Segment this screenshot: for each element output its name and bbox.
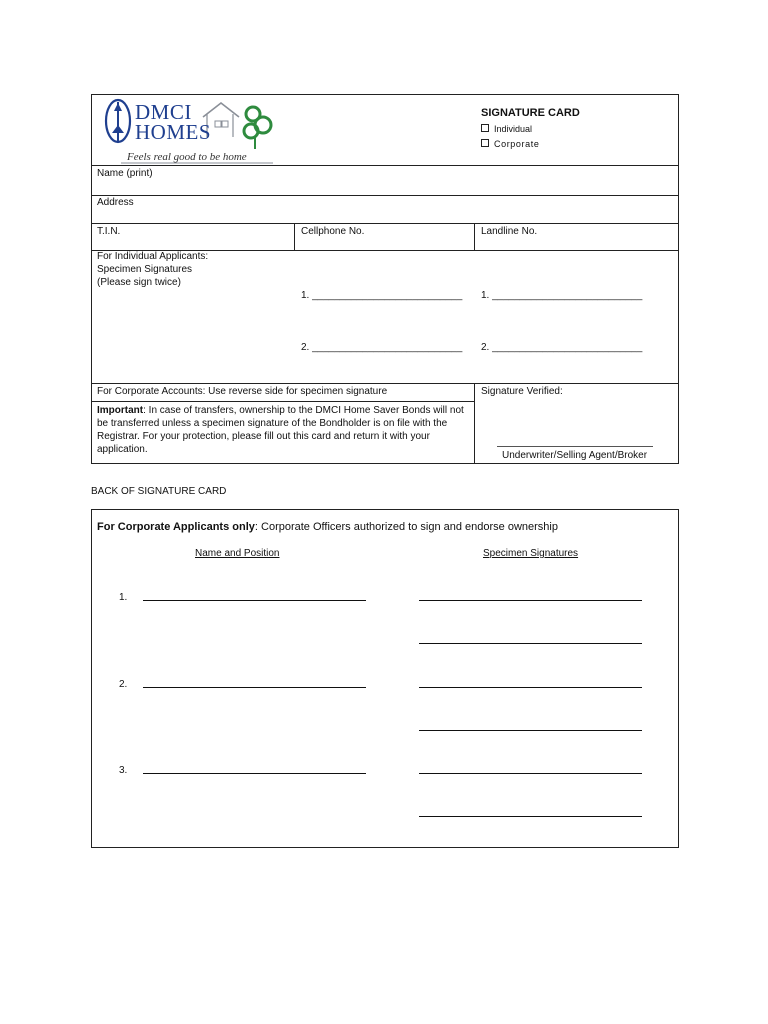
back-section-title: BACK OF SIGNATURE CARD bbox=[91, 486, 227, 497]
specimen-signature-line-3b[interactable] bbox=[419, 816, 642, 817]
logo-tagline: Feels real good to be home bbox=[127, 151, 247, 163]
tin-field[interactable]: T.I.N. bbox=[97, 226, 121, 237]
specimen-signature-1a[interactable]: 1. ___________________________ bbox=[301, 290, 463, 301]
option-individual-label: Individual bbox=[494, 124, 533, 134]
logo-brand-line1: DMCI bbox=[135, 100, 192, 124]
rule-header bbox=[91, 165, 679, 166]
back-heading bbox=[97, 521, 558, 534]
important-notice-line2: be transferred unless a specimen signature of the Bondholder is on file with the bbox=[97, 418, 448, 429]
important-notice-line4: application. bbox=[97, 444, 148, 455]
rule-corporate-note bbox=[91, 401, 475, 402]
card-title: SIGNATURE CARD bbox=[481, 107, 580, 119]
important-text-1: : In case of transfers, ownership to the DMCI Home Saver Bonds will not bbox=[143, 405, 464, 416]
column-name-and-position: Name and Position bbox=[195, 548, 280, 559]
back-heading-rest: : Corporate Officers authorized to sign and endorse ownership bbox=[254, 521, 558, 533]
specimen-signature-line-3a[interactable] bbox=[419, 773, 642, 774]
signature-card-back bbox=[91, 509, 679, 848]
address-field[interactable]: Address bbox=[97, 197, 134, 208]
individual-checkbox[interactable] bbox=[481, 124, 489, 132]
option-corporate-label: Corporate bbox=[494, 139, 540, 149]
row-number-1: 1. bbox=[119, 592, 128, 603]
signature-verified-label: Signature Verified: bbox=[481, 386, 563, 397]
name-position-line-1[interactable] bbox=[143, 600, 366, 601]
option-corporate[interactable] bbox=[481, 138, 539, 151]
vrule-verified bbox=[474, 383, 475, 464]
back-heading-bold: For Corporate Applicants only bbox=[97, 521, 255, 533]
rule-name bbox=[91, 195, 679, 196]
specimen-signature-line-1a[interactable] bbox=[419, 600, 642, 601]
specimen-signature-line-2b[interactable] bbox=[419, 730, 642, 731]
underwriter-label: Underwriter/Selling Agent/Broker bbox=[502, 450, 648, 461]
name-position-line-2[interactable] bbox=[143, 687, 366, 688]
individual-instruction: (Please sign twice) bbox=[97, 277, 181, 288]
vrule-cell-landline bbox=[474, 223, 475, 250]
important-notice-line1 bbox=[97, 404, 464, 417]
cellphone-field[interactable]: Cellphone No. bbox=[301, 226, 365, 237]
vrule-tin-cell bbox=[294, 223, 295, 250]
specimen-signature-2b[interactable]: 2. ___________________________ bbox=[481, 342, 643, 353]
column-specimen-signatures: Specimen Signatures bbox=[483, 548, 579, 559]
rule-address bbox=[91, 223, 679, 224]
corporate-checkbox[interactable] bbox=[481, 139, 489, 147]
option-individual[interactable] bbox=[481, 123, 532, 136]
specimen-signature-line-1b[interactable] bbox=[419, 643, 642, 644]
specimen-signature-1b[interactable]: 1. ___________________________ bbox=[481, 290, 643, 301]
rule-signatures bbox=[91, 383, 679, 384]
row-number-3: 3. bbox=[119, 765, 128, 776]
individual-heading: For Individual Applicants: bbox=[97, 251, 209, 262]
important-label: Important bbox=[97, 405, 144, 416]
specimen-signature-2a[interactable]: 2. ___________________________ bbox=[301, 342, 463, 353]
individual-subheading: Specimen Signatures bbox=[97, 264, 193, 275]
logo-brand-line2: HOMES bbox=[135, 120, 212, 144]
dmci-homes-logo bbox=[103, 97, 278, 165]
landline-field[interactable]: Landline No. bbox=[481, 226, 538, 237]
name-position-line-3[interactable] bbox=[143, 773, 366, 774]
underwriter-signature-line[interactable] bbox=[497, 446, 653, 447]
corporate-accounts-note: For Corporate Accounts: Use reverse side for specimen signature bbox=[97, 386, 388, 397]
specimen-signature-line-2a[interactable] bbox=[419, 687, 642, 688]
name-field[interactable]: Name (print) bbox=[97, 168, 153, 179]
row-number-2: 2. bbox=[119, 679, 128, 690]
important-notice-line3: Registrar. For your protection, please fill out this card and return it with your bbox=[97, 431, 430, 442]
